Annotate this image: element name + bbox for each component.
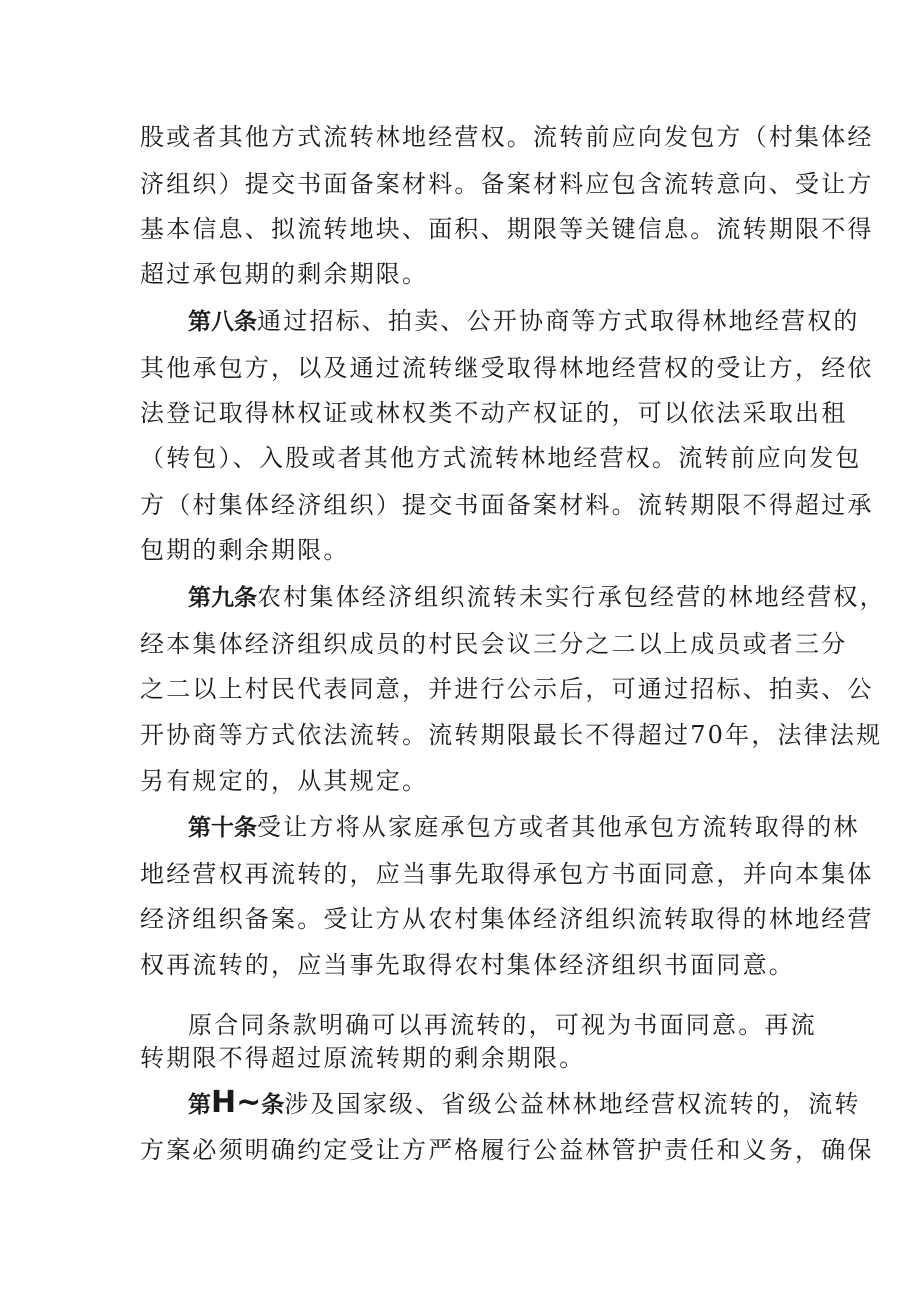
article-11-first-line [188, 1085, 861, 1120]
article-9-first-line [188, 582, 886, 613]
text-line: 经济组织备案。受让方从农村集体经济组织流转取得的林地经营 [140, 905, 874, 933]
text-line: 法登记取得林权证或林权类不动产权证的，可以依法采取出租 [140, 399, 848, 427]
text-line: 原合同条款明确可以再流转的，可视为书面同意。再流 [188, 1011, 817, 1039]
article-8-first-line [188, 306, 860, 337]
text-line: 权再流转的，应当事先取得农村集体经济组织书面同意。 [140, 951, 795, 979]
text-line: 地经营权再流转的，应当事先取得承包方书面同意，并向本集体 [140, 860, 874, 888]
text-line: （转包）、入股或者其他方式流转林地经营权。流转前应向发包 [140, 444, 862, 472]
text-line: 包期的剩余期限。 [140, 536, 350, 564]
text-line: 其他承包方，以及通过流转继受取得林地经营权的受让方，经依 [140, 354, 874, 382]
text-line: 方案必须明确约定受让方严格履行公益林管护责任和义务，确保 [140, 1136, 874, 1164]
text-line: 转期限不得超过原流转期的剩余期限。 [140, 1044, 586, 1072]
text-fragment: 涉及国家级、省级公益林林地经营权流转的，流转 [284, 1090, 861, 1118]
text-line: 经本集体经济组织成员的村民会议三分之二以上成员或者三分 [140, 630, 848, 658]
article-heading: 第九条 [188, 585, 257, 611]
article-10-first-line [188, 812, 860, 843]
heading-part: 条 [261, 1092, 285, 1118]
text-line: 股或者其他方式流转林地经营权。流转前应向发包方（村集体经 [140, 123, 874, 151]
text-line: 方（村集体经济组织）提交书面备案材料。流转期限不得超过承 [140, 491, 874, 519]
article-heading [188, 1085, 285, 1120]
text-line: 基本信息、拟流转地块、面积、期限等关键信息。流转期限不得 [140, 215, 874, 243]
heading-part: H~ [211, 1085, 262, 1120]
article-heading: 第八条 [188, 309, 257, 335]
text-line: 另有规定的，从其规定。 [140, 767, 429, 795]
text-fragment: 通过招标、拍卖、公开协商等方式取得林地经营权的 [257, 307, 860, 335]
text-fragment: 农村集体经济组织流转未实行承包经营的林地经营权， [257, 583, 886, 611]
article-heading: 第十条 [188, 815, 257, 841]
text-line: 济组织）提交书面备案材料。备案材料应包含流转意向、受让方 [140, 170, 874, 198]
text-line: 之二以上村民代表同意，并进行公示后，可通过招标、拍卖、公 [140, 675, 874, 703]
text-line: 开协商等方式依法流转。流转期限最长不得超过70年，法律法规 [140, 721, 883, 749]
text-line: 超过承包期的剩余期限。 [140, 260, 429, 288]
text-fragment: 受让方将从家庭承包方或者其他承包方流转取得的林 [257, 813, 860, 841]
heading-part: 第 [188, 1092, 211, 1118]
